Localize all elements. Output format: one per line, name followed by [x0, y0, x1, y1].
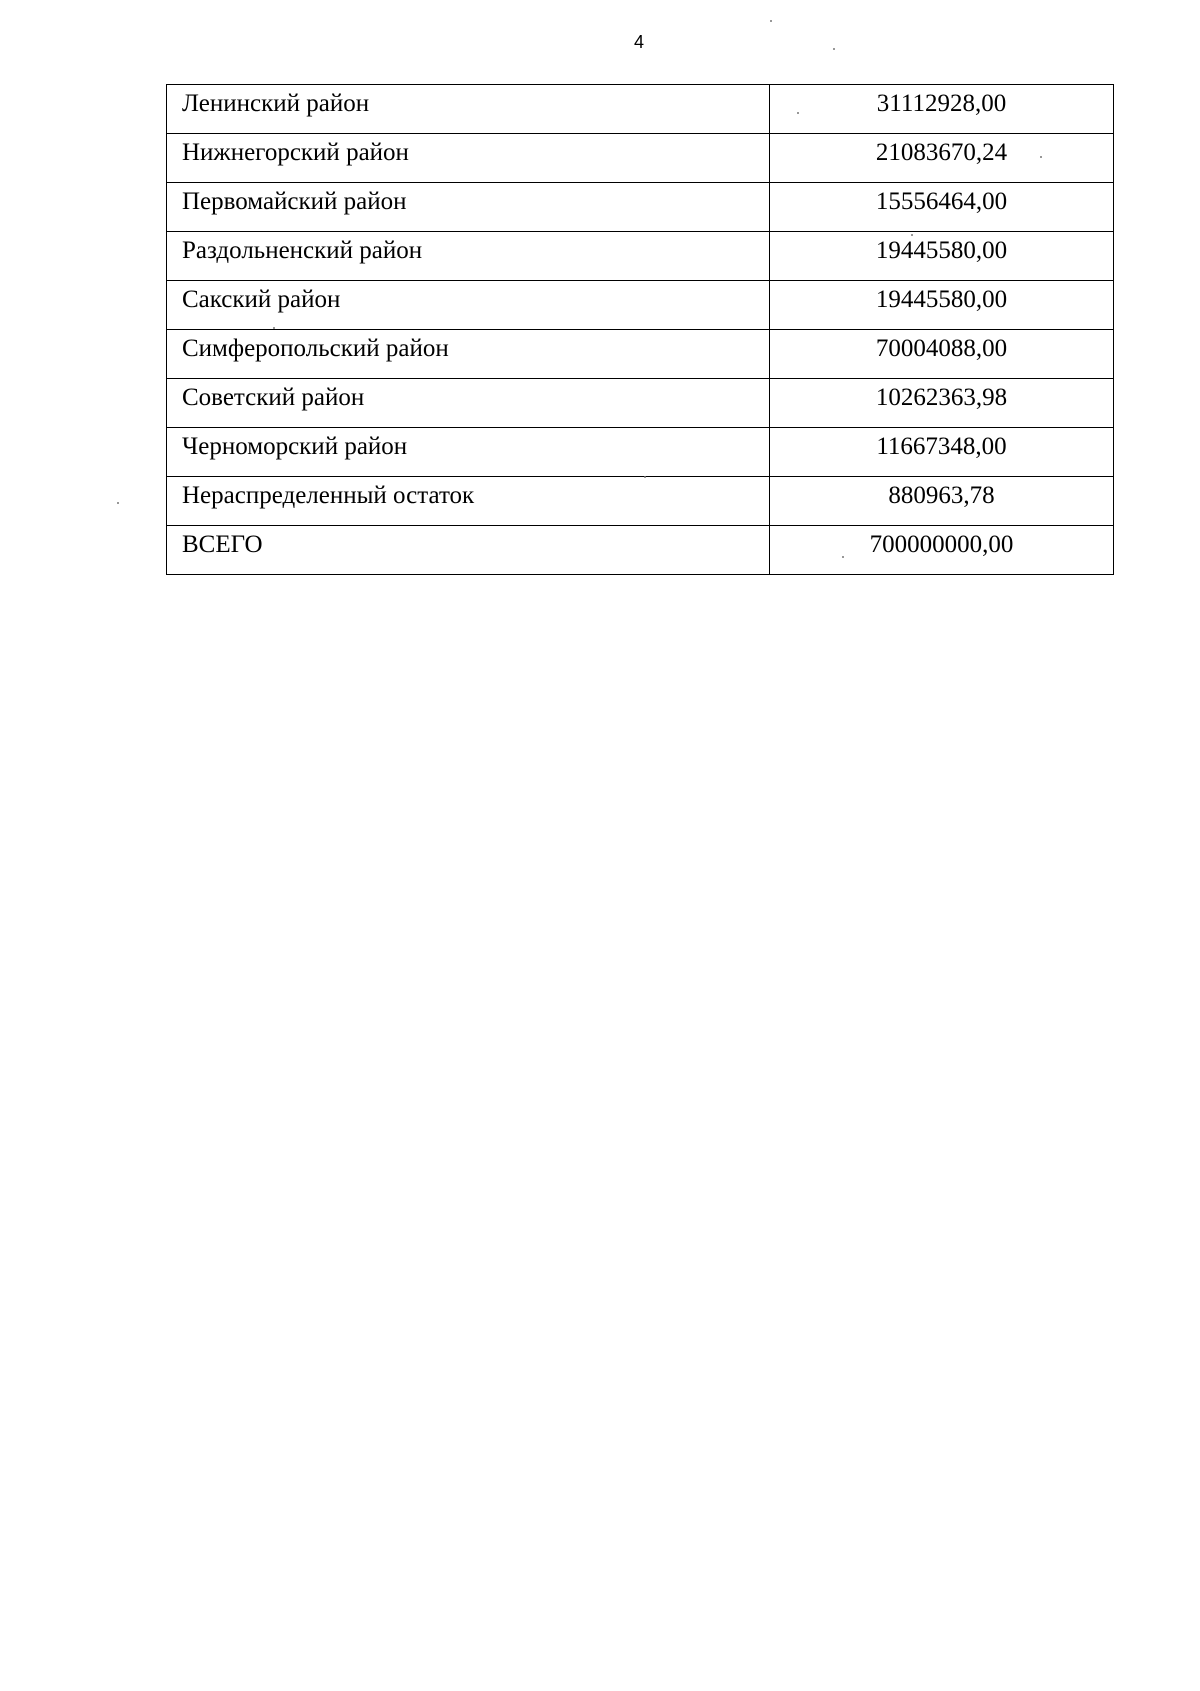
total-label: ВСЕГО [167, 526, 770, 575]
total-amount: 700000000,00 [770, 526, 1114, 575]
scan-speck [797, 112, 799, 114]
total-row [167, 526, 1114, 575]
district-amount: 70004088,00 [770, 330, 1114, 379]
district-name: Черноморский район [167, 428, 770, 477]
table-row [167, 330, 1114, 379]
district-name: Первомайский район [167, 183, 770, 232]
unallocated-label: Нераспределенный остаток [167, 477, 770, 526]
district-name: Советский район [167, 379, 770, 428]
scan-speck [911, 234, 913, 236]
table-row [167, 428, 1114, 477]
district-name: Сакский район [167, 281, 770, 330]
district-amount: 10262363,98 [770, 379, 1114, 428]
scan-speck [842, 556, 844, 558]
district-amount: 15556464,00 [770, 183, 1114, 232]
scan-speck [644, 476, 646, 478]
district-amount: 21083670,24 [770, 134, 1114, 183]
district-amount: 19445580,00 [770, 281, 1114, 330]
table-row [167, 183, 1114, 232]
table-row [167, 232, 1114, 281]
district-name: Ленинский район [167, 85, 770, 134]
district-amount: 11667348,00 [770, 428, 1114, 477]
district-name: Симферопольский район [167, 330, 770, 379]
scan-speck [273, 327, 275, 329]
scan-speck [1040, 156, 1042, 158]
district-name: Нижнегорский район [167, 134, 770, 183]
page-number: 4 [634, 32, 645, 52]
table-row [167, 477, 1114, 526]
district-amount: 31112928,00 [770, 85, 1114, 134]
scan-speck [770, 20, 772, 22]
table-row [167, 134, 1114, 183]
table-row [167, 379, 1114, 428]
scan-speck [833, 48, 835, 50]
scan-speck [117, 502, 119, 504]
district-name: Раздольненский район [167, 232, 770, 281]
table-row [167, 281, 1114, 330]
unallocated-amount: 880963,78 [770, 477, 1114, 526]
district-amount: 19445580,00 [770, 232, 1114, 281]
allocation-table [166, 84, 1114, 575]
table-row [167, 85, 1114, 134]
